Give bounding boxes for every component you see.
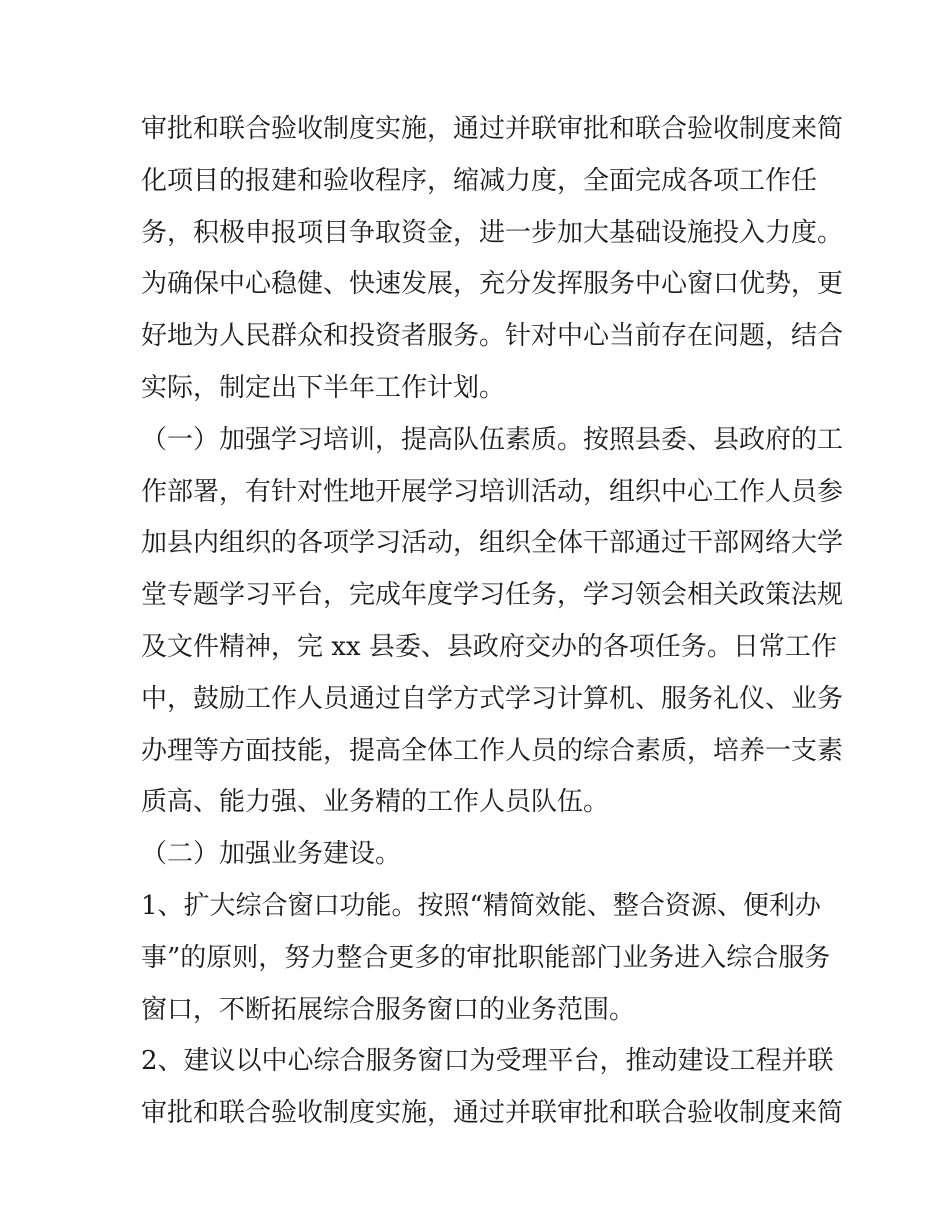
text-line: 质高、能力强、业务精的工作人员队伍。 bbox=[141, 787, 610, 818]
text-line: 为确保中心稳健、快速发展，充分发挥服务中心窗口优势，更 bbox=[141, 269, 844, 300]
list-item-2: 2、建议以中心综合服务窗口为受理平台，推动建设工程并联 bbox=[141, 1046, 834, 1077]
text-line: 窗口，不断拓展综合服务窗口的业务范围。 bbox=[141, 994, 636, 1025]
text-line: 化项目的报建和验收程序，缩减力度，全面完成各项工作任 bbox=[141, 165, 818, 196]
text-line: 中，鼓励工作人员通过自学方式学习计算机、服务礼仪、业务 bbox=[141, 683, 844, 714]
section-heading-2: （二）加强业务建设。 bbox=[141, 839, 402, 870]
text-line: 审批和联合验收制度实施，通过并联审批和联合验收制度来简 bbox=[141, 1098, 844, 1129]
text-line: 事”的原则，努力整合更多的审批职能部门业务进入综合服务 bbox=[141, 942, 831, 973]
text-line: 堂专题学习平台，完成年度学习任务，学习领会相关政策法规 bbox=[141, 580, 844, 611]
text-line: 审批和联合验收制度实施，通过并联审批和联合验收制度来简 bbox=[141, 114, 844, 144]
section-heading-1: （一）加强学习培训，提高队伍素质。按照县委、县政府的工 bbox=[141, 424, 844, 455]
document-body bbox=[141, 104, 844, 1140]
text-line: 加县内组织的各项学习活动，组织全体干部通过干部网络大学 bbox=[141, 528, 844, 559]
list-item-1: 1、扩大综合窗口功能。按照“精简效能、整合资源、便利办 bbox=[141, 890, 821, 921]
text-line: 好地为人民群众和投资者服务。针对中心当前存在问题，结合 bbox=[141, 321, 844, 352]
text-line: 办理等方面技能，提高全体工作人员的综合素质，培养一支素 bbox=[141, 735, 844, 766]
text-line: 务，积极申报项目争取资金，进一步加大基础设施投入力度。 bbox=[141, 217, 844, 248]
text-line: 实际，制定出下半年工作计划。 bbox=[141, 372, 506, 403]
text-line: 作部署，有针对性地开展学习培训活动，组织中心工作人员参 bbox=[141, 476, 844, 507]
text-line: 及文件精神，完 xx 县委、县政府交办的各项任务。日常工作 bbox=[141, 631, 837, 662]
